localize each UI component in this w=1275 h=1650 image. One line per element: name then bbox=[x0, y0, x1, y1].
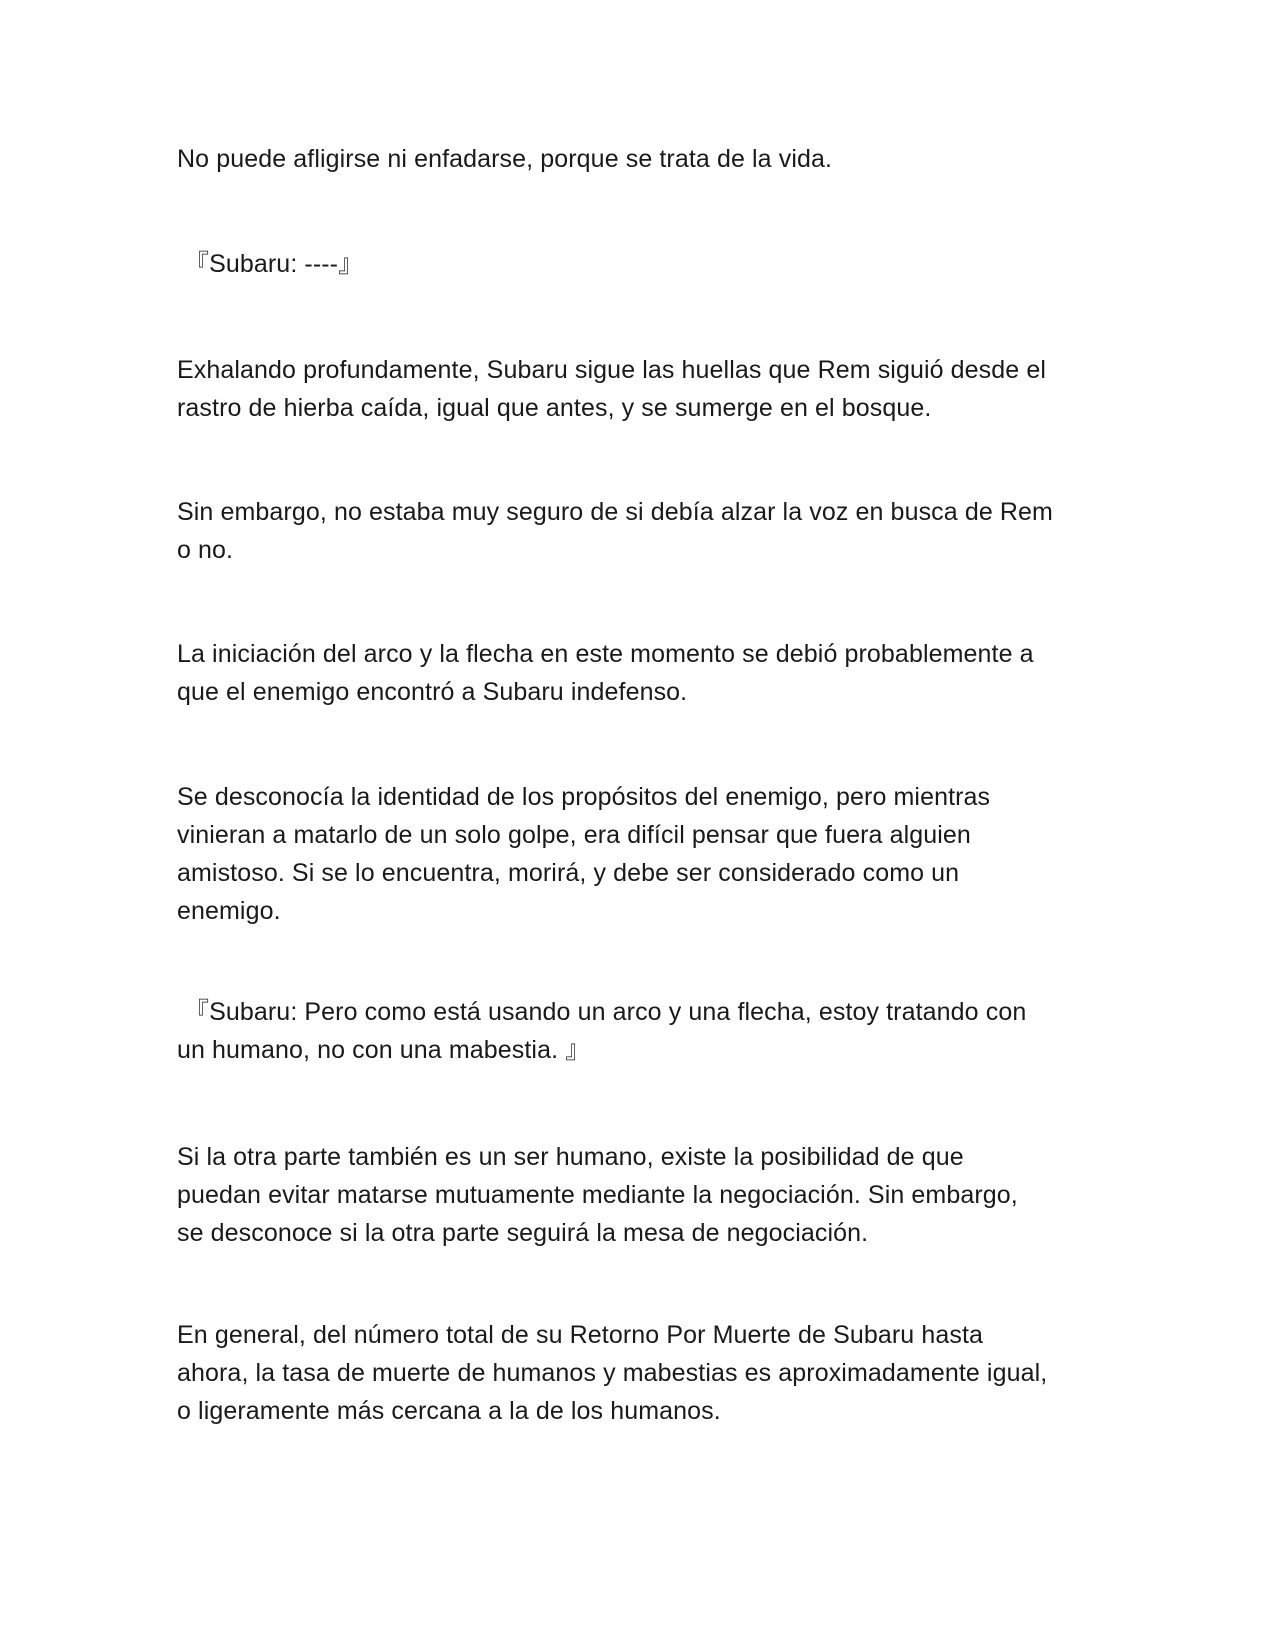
text-line: o ligeramente más cercana a la de los humanos. bbox=[177, 1397, 721, 1425]
text-line: un humano, no con una mabestia. 』 bbox=[177, 1036, 591, 1064]
text-line: que el enemigo encontró a Subaru indefenso. bbox=[177, 678, 688, 706]
paragraph-2 bbox=[177, 351, 1107, 427]
text-line: ahora, la tasa de muerte de humanos y mabestias es aproximadamente igual, bbox=[177, 1359, 1048, 1387]
text-line: La iniciación del arco y la flecha en este momento se debió probablemente a bbox=[177, 640, 1034, 668]
text-line: puedan evitar matarse mutuamente mediante la negociación. Sin embargo, bbox=[177, 1181, 1018, 1209]
text-line: enemigo. bbox=[177, 897, 281, 925]
text-line: se desconoce si la otra parte seguirá la mesa de negociación. bbox=[177, 1219, 869, 1247]
paragraph-4 bbox=[177, 635, 1107, 711]
text-line: Exhalando profundamente, Subaru sigue las huellas que Rem siguió desde el bbox=[177, 356, 1046, 384]
text-line: Si la otra parte también es un ser humano, existe la posibilidad de que bbox=[177, 1143, 964, 1171]
dialogue-2 bbox=[177, 993, 1107, 1069]
paragraph-1 bbox=[177, 140, 1107, 178]
text-line: Sin embargo, no estaba muy seguro de si debía alzar la voz en busca de Rem bbox=[177, 498, 1053, 526]
paragraph-5 bbox=[177, 778, 1107, 930]
paragraph-6 bbox=[177, 1138, 1107, 1252]
text-line: 『Subaru: ----』 bbox=[184, 250, 364, 278]
paragraph-7 bbox=[177, 1316, 1107, 1430]
text-line: rastro de hierba caída, igual que antes, y se sumerge en el bosque. bbox=[177, 394, 932, 422]
text-line: 『Subaru: Pero como está usando un arco y una flecha, estoy tratando con bbox=[184, 998, 1027, 1026]
text-line: o no. bbox=[177, 536, 234, 564]
dialogue-1 bbox=[177, 245, 1107, 283]
text-line: amistoso. Si se lo encuentra, morirá, y debe ser considerado como un bbox=[177, 859, 960, 887]
text-line: No puede afligirse ni enfadarse, porque se trata de la vida. bbox=[177, 145, 833, 173]
text-line: Se desconocía la identidad de los propósitos del enemigo, pero mientras bbox=[177, 783, 991, 811]
text-line: En general, del número total de su Retorno Por Muerte de Subaru hasta bbox=[177, 1321, 983, 1349]
text-line: vinieran a matarlo de un solo golpe, era difícil pensar que fuera alguien bbox=[177, 821, 971, 849]
paragraph-3 bbox=[177, 493, 1107, 569]
